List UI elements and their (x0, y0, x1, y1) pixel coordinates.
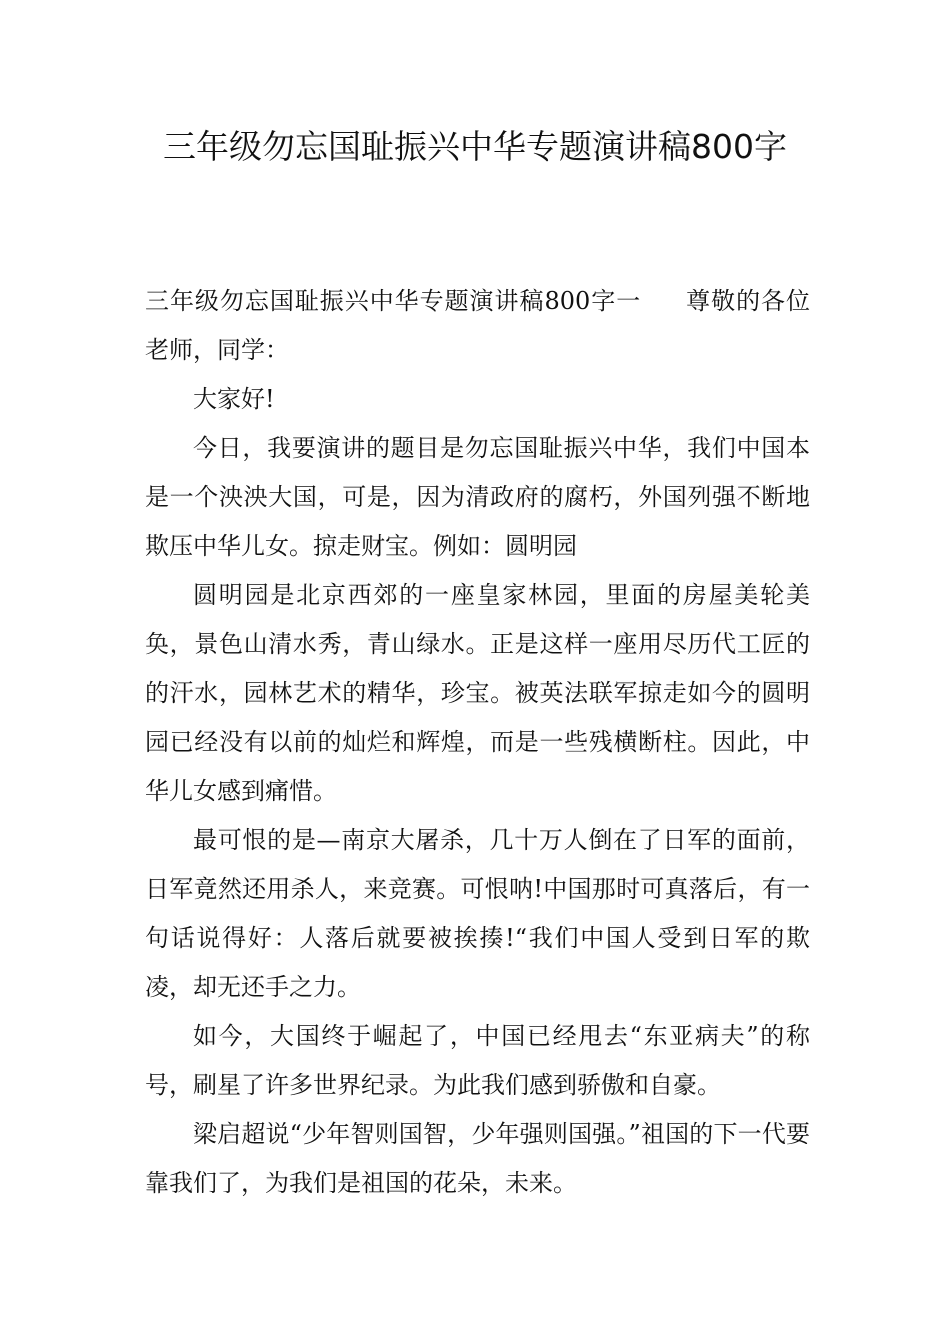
document-title: 三年级勿忘国耻振兴中华专题演讲稿800字 (163, 127, 787, 166)
paragraph-yuanmingyuan: 圆明园是北京西郊的一座皇家林园，里面的房屋美轮美奂，景色山清水秀，青山绿水。正是这样一座用尽历代工匠的的汗水，园林艺术的精华，珍宝。被英法联军掠走如今的圆明园已经没有以前的灿烂和辉煌，而是一些残横断柱。因此，中华儿女感到痛惜。 (145, 581, 810, 805)
intro-salutation: 尊敬的各位老师，同学： (145, 287, 811, 364)
paragraph-liang-qichao: 梁启超说“少年智则国智，少年强则国强。”祖国的下一代要靠我们了，为我们是祖国的花朵，未来。 (145, 1120, 810, 1197)
document-body (145, 277, 810, 1208)
paragraph-topic: 今日，我要演讲的题目是勿忘国耻振兴中华，我们中国本是一个泱泱大国，可是，因为清政府的腐朽，外国列强不断地欺压中华儿女。掠走财宝。例如：圆明园 (145, 434, 810, 560)
paragraph-nanjing: 最可恨的是—南京大屠杀，几十万人倒在了日军的面前，日军竟然还用杀人，来竞赛。可恨呐!中国那时可真落后，有一句话说得好：人落后就要被挨揍!“我们中国人受到日军的欺凌，却无还手之力。 (145, 826, 810, 1001)
paragraph-greeting: 大家好! (193, 385, 275, 413)
intro-paragraph (145, 277, 810, 375)
intro-heading: 三年级勿忘国耻振兴中华专题演讲稿800字一 (145, 287, 642, 315)
paragraph-rise: 如今，大国终于崛起了，中国已经甩去“东亚病夫”的称号，刷星了许多世界纪录。为此我们感到骄傲和自豪。 (145, 1022, 810, 1099)
